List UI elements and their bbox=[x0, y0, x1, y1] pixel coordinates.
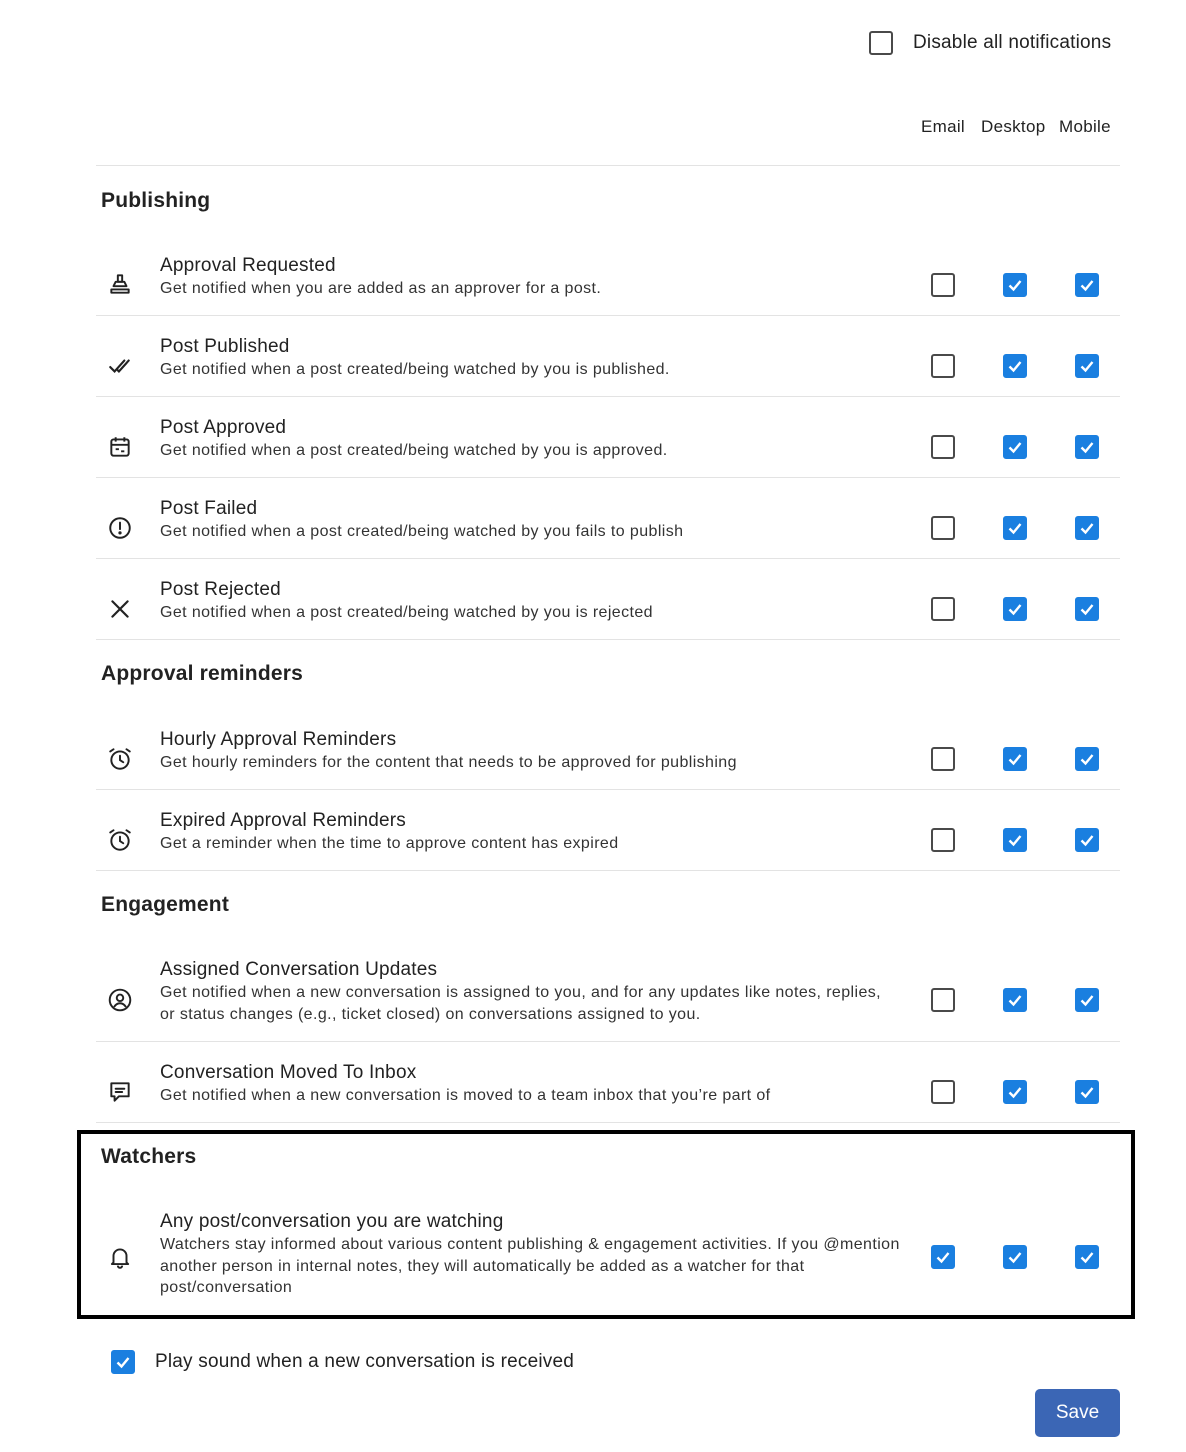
section-divider bbox=[96, 1122, 1120, 1123]
row-description-hourly-approval-reminders: Get hourly reminders for the content that needs to be approved for publishing bbox=[160, 754, 737, 771]
row-description-post-published: Get notified when a post created/being watched by you is published. bbox=[160, 361, 670, 378]
section-title-watchers: Watchers bbox=[101, 1145, 197, 1168]
mobile-checkbox-approval-requested[interactable] bbox=[1075, 273, 1099, 297]
desktop-checkbox-expired-approval-reminders[interactable] bbox=[1003, 828, 1027, 852]
mobile-checkbox-post-approved[interactable] bbox=[1075, 435, 1099, 459]
section-title-engagement: Engagement bbox=[101, 893, 230, 916]
mobile-checkbox-conversation-moved-to-inbox[interactable] bbox=[1075, 1080, 1099, 1104]
desktop-checkbox-post-approved[interactable] bbox=[1003, 435, 1027, 459]
user-circle-icon bbox=[106, 986, 134, 1014]
column-header-desktop: Desktop bbox=[981, 117, 1046, 136]
row-title-expired-approval-reminders: Expired Approval Reminders bbox=[160, 810, 406, 831]
email-checkbox-assigned-conversation-updates[interactable] bbox=[931, 988, 955, 1012]
mobile-checkbox-hourly-approval-reminders[interactable] bbox=[1075, 747, 1099, 771]
play-sound-label: Play sound when a new conversation is received bbox=[155, 1351, 574, 1372]
header-divider bbox=[96, 165, 1120, 166]
stamp-icon bbox=[106, 270, 134, 298]
desktop-checkbox-hourly-approval-reminders[interactable] bbox=[1003, 747, 1027, 771]
row-divider bbox=[96, 558, 1120, 559]
row-description-any-post-conversation-you-are-watching: Watchers stay informed about various content publishing & engagement activities. If you @mention another person in internal notes, they will automatically be added as a watcher for that post/conversation bbox=[160, 1236, 900, 1296]
email-checkbox-post-approved[interactable] bbox=[931, 435, 955, 459]
email-checkbox-approval-requested[interactable] bbox=[931, 273, 955, 297]
section-title-approval-reminders: Approval reminders bbox=[101, 662, 303, 685]
row-title-assigned-conversation-updates: Assigned Conversation Updates bbox=[160, 959, 438, 980]
desktop-checkbox-post-failed[interactable] bbox=[1003, 516, 1027, 540]
mobile-checkbox-assigned-conversation-updates[interactable] bbox=[1075, 988, 1099, 1012]
row-divider bbox=[96, 396, 1120, 397]
row-description-post-failed: Get notified when a post created/being watched by you fails to publish bbox=[160, 523, 684, 540]
row-description-approval-requested: Get notified when you are added as an approver for a post. bbox=[160, 280, 602, 297]
row-description-post-approved: Get notified when a post created/being watched by you is approved. bbox=[160, 442, 668, 459]
alarm-clock-icon bbox=[106, 745, 134, 773]
section-divider bbox=[96, 870, 1120, 871]
email-checkbox-expired-approval-reminders[interactable] bbox=[931, 828, 955, 852]
desktop-checkbox-post-rejected[interactable] bbox=[1003, 597, 1027, 621]
mobile-checkbox-post-rejected[interactable] bbox=[1075, 597, 1099, 621]
row-divider bbox=[96, 1041, 1120, 1042]
row-title-hourly-approval-reminders: Hourly Approval Reminders bbox=[160, 729, 397, 750]
double-check-icon bbox=[106, 352, 134, 380]
row-title-post-approved: Post Approved bbox=[160, 417, 287, 438]
desktop-checkbox-post-published[interactable] bbox=[1003, 354, 1027, 378]
watchers-highlight-box bbox=[77, 1130, 1135, 1319]
email-checkbox-post-published[interactable] bbox=[931, 354, 955, 378]
row-title-approval-requested: Approval Requested bbox=[160, 255, 336, 276]
section-divider bbox=[96, 639, 1120, 640]
close-icon bbox=[106, 595, 134, 623]
message-icon bbox=[106, 1078, 134, 1106]
row-divider bbox=[96, 477, 1120, 478]
row-title-conversation-moved-to-inbox: Conversation Moved To Inbox bbox=[160, 1062, 417, 1083]
row-title-post-failed: Post Failed bbox=[160, 498, 258, 519]
row-title-post-published: Post Published bbox=[160, 336, 290, 357]
row-divider bbox=[96, 789, 1120, 790]
desktop-checkbox-approval-requested[interactable] bbox=[1003, 273, 1027, 297]
disable-all-checkbox[interactable] bbox=[869, 31, 893, 55]
mobile-checkbox-post-failed[interactable] bbox=[1075, 516, 1099, 540]
mobile-checkbox-expired-approval-reminders[interactable] bbox=[1075, 828, 1099, 852]
calendar-icon bbox=[106, 433, 134, 461]
column-header-mobile: Mobile bbox=[1059, 117, 1111, 136]
desktop-checkbox-assigned-conversation-updates[interactable] bbox=[1003, 988, 1027, 1012]
row-title-any-post-conversation-you-are-watching: Any post/conversation you are watching bbox=[160, 1211, 504, 1232]
mobile-checkbox-post-published[interactable] bbox=[1075, 354, 1099, 378]
email-checkbox-post-rejected[interactable] bbox=[931, 597, 955, 621]
row-description-assigned-conversation-updates: Get notified when a new conversation is assigned to you, and for any updates like notes, replies, or status changes (e.g., ticket closed) on conversations assigned to you. bbox=[160, 984, 881, 1023]
section-title-publishing: Publishing bbox=[101, 189, 211, 212]
row-divider bbox=[96, 315, 1120, 316]
desktop-checkbox-conversation-moved-to-inbox[interactable] bbox=[1003, 1080, 1027, 1104]
email-checkbox-hourly-approval-reminders[interactable] bbox=[931, 747, 955, 771]
email-checkbox-post-failed[interactable] bbox=[931, 516, 955, 540]
column-header-email: Email bbox=[921, 117, 966, 136]
alert-circle-icon bbox=[106, 514, 134, 542]
disable-all-label: Disable all notifications bbox=[913, 32, 1112, 53]
alarm-clock-icon bbox=[106, 826, 134, 854]
email-checkbox-conversation-moved-to-inbox[interactable] bbox=[931, 1080, 955, 1104]
row-description-expired-approval-reminders: Get a reminder when the time to approve content has expired bbox=[160, 835, 619, 852]
save-button[interactable]: Save bbox=[1035, 1389, 1120, 1437]
play-sound-checkbox[interactable] bbox=[111, 1350, 135, 1374]
row-description-post-rejected: Get notified when a post created/being watched by you is rejected bbox=[160, 604, 653, 621]
row-title-post-rejected: Post Rejected bbox=[160, 579, 281, 600]
row-description-conversation-moved-to-inbox: Get notified when a new conversation is moved to a team inbox that you’re part of bbox=[160, 1087, 771, 1104]
